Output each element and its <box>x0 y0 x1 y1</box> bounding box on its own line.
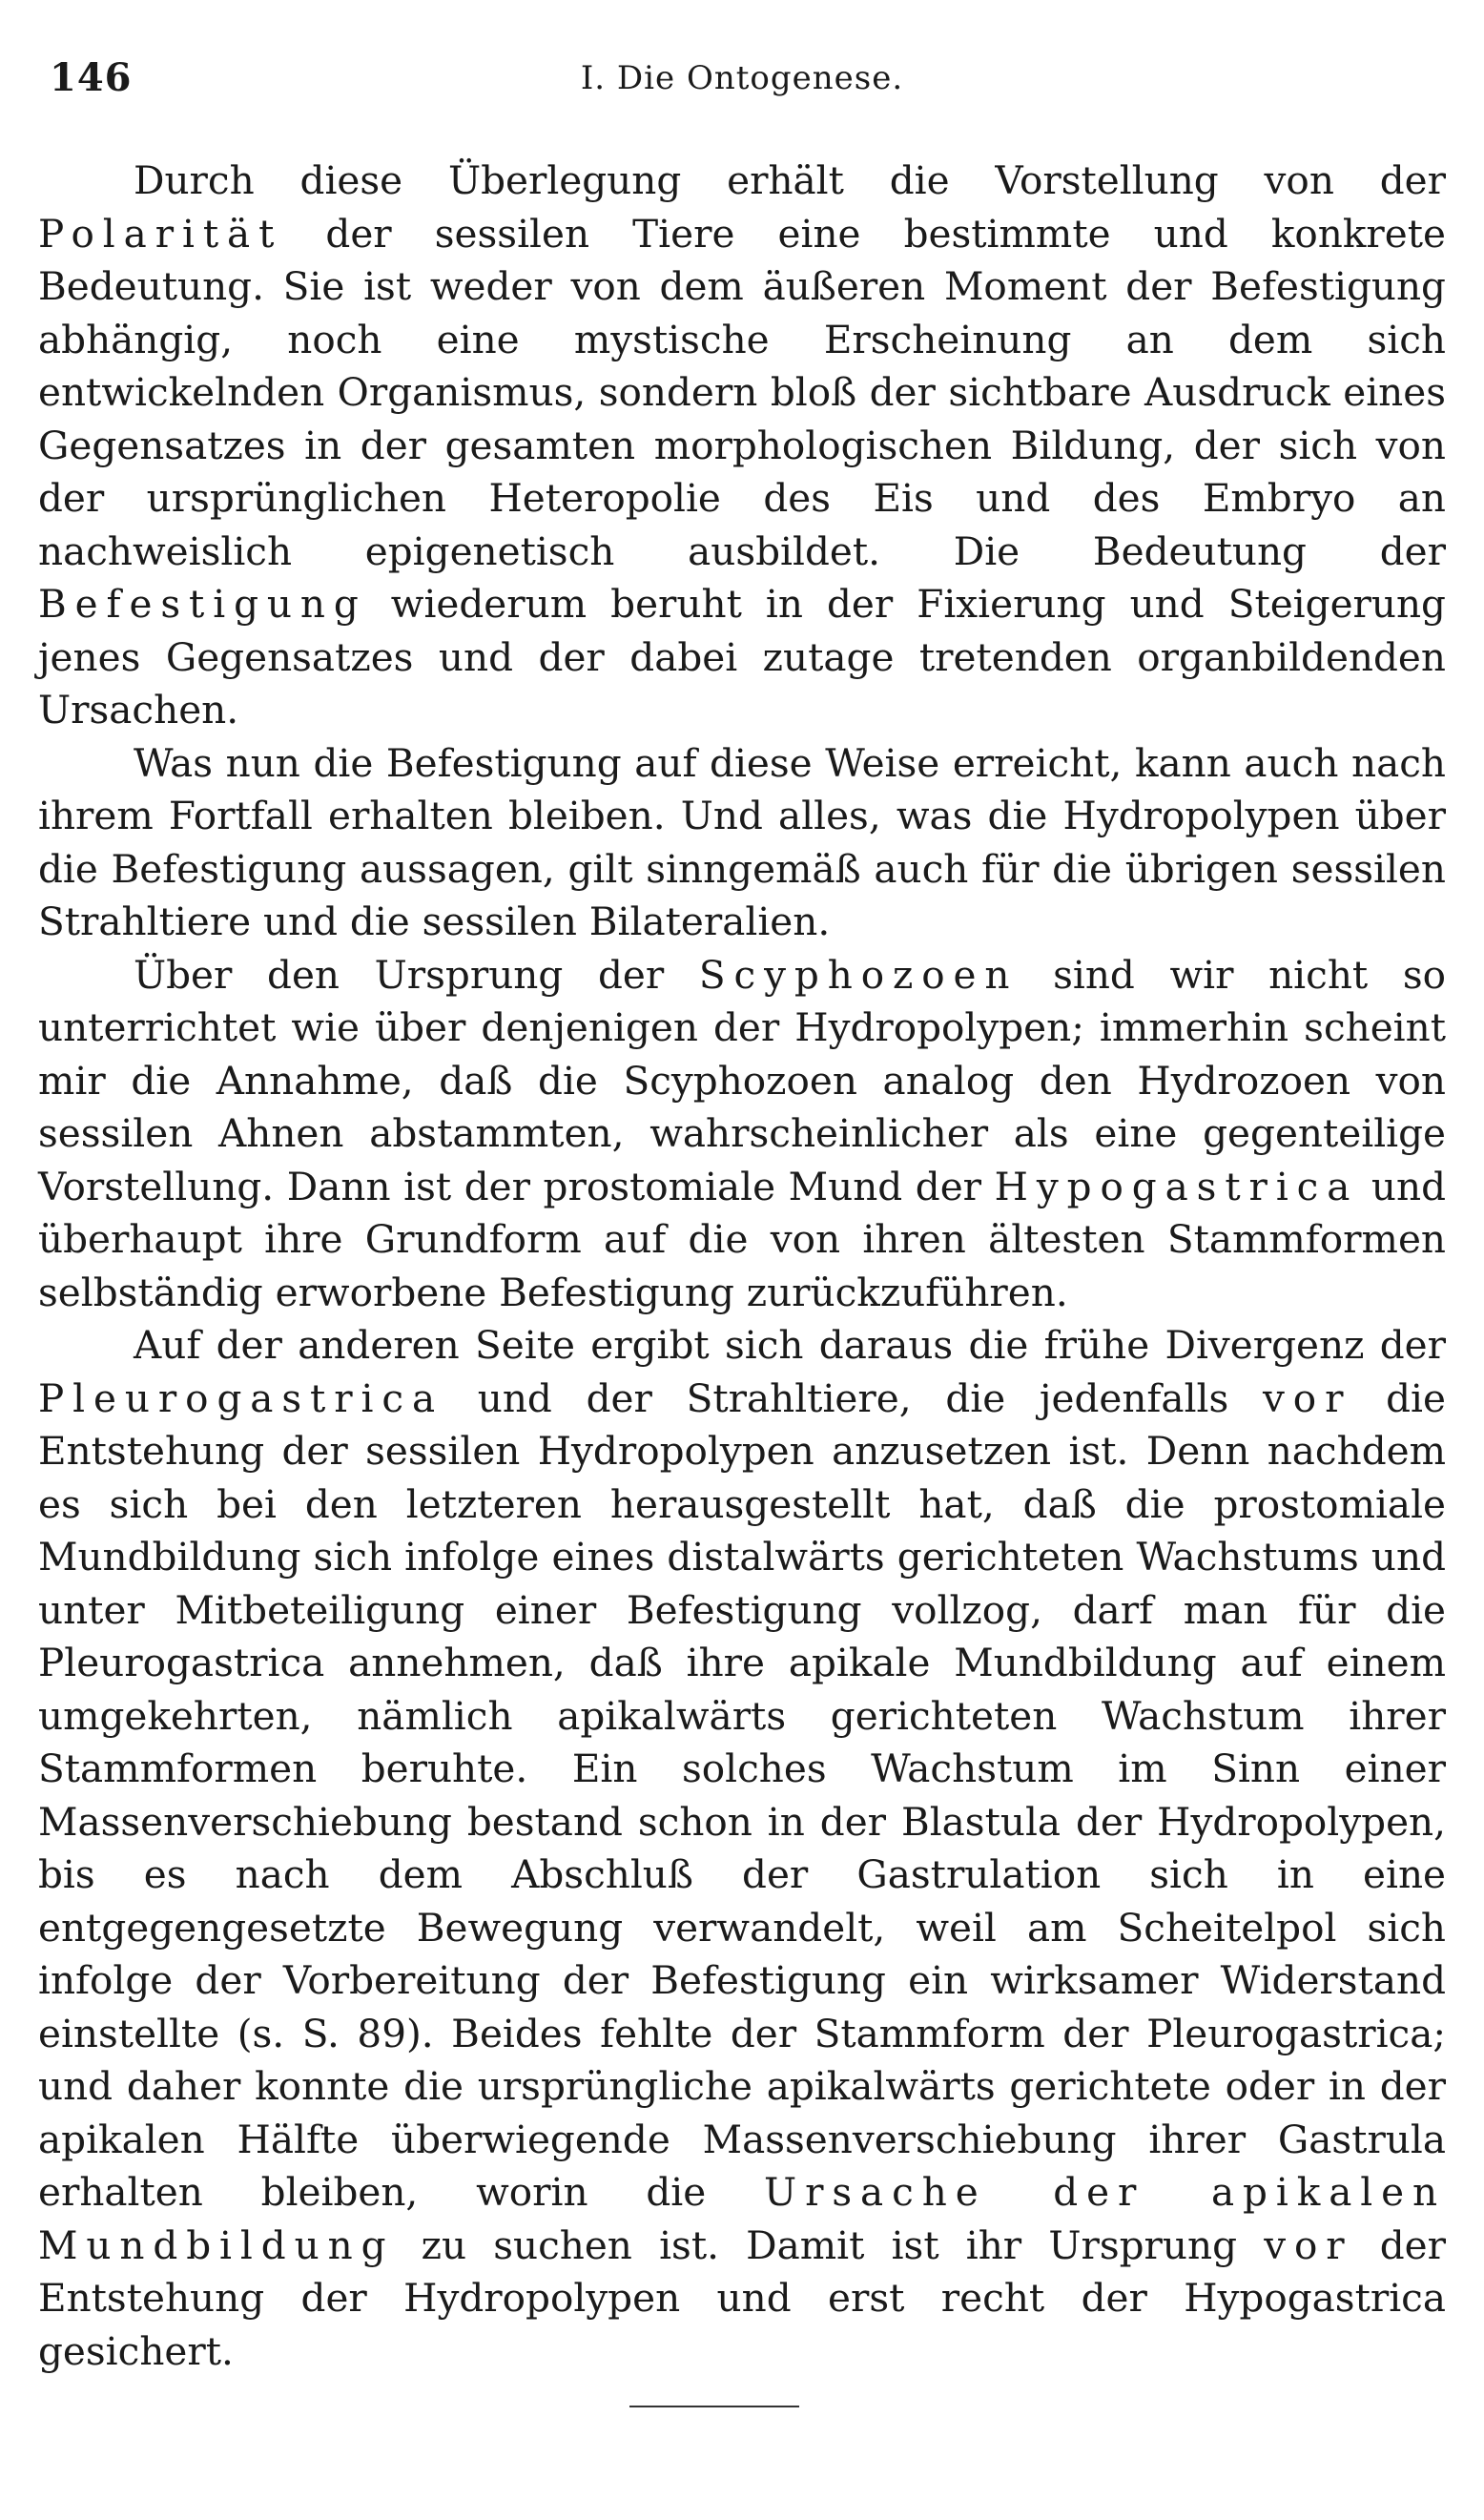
paragraph <box>38 1319 1446 2378</box>
emphasis-spaced: Befestigung <box>38 581 367 627</box>
body-text <box>38 155 1446 2378</box>
emphasis-spaced: Scyphozoen <box>698 951 1019 998</box>
emphasis-spaced: Polarität <box>38 210 283 257</box>
text-run: zu suchen ist. Damit ist ihr Ursprung <box>394 2221 1265 2268</box>
text-run: der sessilen Tiere eine bestimmte und konkrete Bedeutung. Sie ist weder von dem äußeren Moment der Befestigung abhängig, noch eine mystische Erscheinung an dem sich entwickelnden Organismus, sondern bloß der sichtbare Ausdruck eines Gegensatzes in der gesamten morphologischen Bildung, der sich von der ursprünglichen Heteropolie des Eis und des Embryo an nachweislich epigenetisch ausbildet. Die Bedeutung der <box>38 210 1446 574</box>
emphasis-spaced: vor <box>1264 2221 1353 2268</box>
text-run: wiederum beruht in der Fixierung und Steigerung jenes Gegensatzes und der dabei zutage tretenden organbildenden Ursachen. <box>38 581 1446 733</box>
text-run: sind wir nicht so unterrichtet wie über denjenigen der Hydropolypen; immerhin scheint mir die Annahme, daß die Scyphozoen analog den Hydrozoen von sessilen Ahnen abstammten, wahrscheinlicher als eine gegenteilige Vorstellung. Dann ist der prostomiale Mund der <box>38 951 1446 1209</box>
page-header <box>38 55 1446 113</box>
text-run: Über den Ursprung der <box>134 951 699 998</box>
emphasis-spaced: Pleurogastrica <box>38 1374 444 1421</box>
text-run: der Entstehung der Hydropolypen und erst recht der Hypogastrica gesichert. <box>38 2221 1446 2374</box>
emphasis-spaced: vor <box>1263 1374 1352 1421</box>
emphasis-spaced: Ursache der apikalen Mundbildung <box>38 2169 1446 2268</box>
emphasis-spaced: Hypogastrica <box>994 1163 1359 1209</box>
paragraph <box>38 949 1446 1320</box>
text-run: die Entstehung der sessilen Hydropolypen anzusetzen ist. Denn nachdem es sich bei den letzteren herausgestellt hat, daß die prostomiale Mundbildung sich infolge eines distalwärts gerichteten Wachstums und unter Mitbeteiligung einer Befestigung vollzog, darf man für die Pleurogastrica annehmen, daß ihre apikale Mundbildung auf einem umgekehrten, nämlich apikalwärts gerichteten Wachstum ihrer Stammformen beruhte. Ein solches Wachstum im Sinn einer Massenverschiebung bestand schon in der Blastula der Hydropolypen, bis es nach dem Abschluß der Gastrulation sich in eine entgegengesetzte Bewegung verwandelt, weil am Scheitelpol sich infolge der Vorbereitung der Befestigung ein wirksamer Widerstand einstellte (s. S. 89). Beides fehlte der Stammform der Pleurogastrica; und daher konnte die ursprüngliche apikalwärts gerichtete oder in der apikalen Hälfte überwiegende Massenverschiebung ihrer Gastrula erhalten bleiben, worin die <box>38 1374 1446 2215</box>
paragraph <box>38 737 1446 949</box>
text-run: und überhaupt ihre Grundform auf die von ihren ältesten Stammformen selbständig erworbene Befestigung zurückzuführen. <box>38 1163 1446 1315</box>
page-number: 146 <box>50 55 133 100</box>
text-run: Durch diese Überlegung erhält die Vorstellung von der <box>134 157 1446 203</box>
book-page <box>38 0 1446 2520</box>
end-rule <box>629 2406 799 2407</box>
running-head: I. Die Ontogenese. <box>580 59 904 97</box>
text-run: Auf der anderen Seite ergibt sich daraus die frühe Divergenz der <box>134 1322 1446 1368</box>
text-run: und der Strahltiere, die jedenfalls <box>443 1374 1264 1421</box>
paragraph <box>38 155 1446 737</box>
text-run: Was nun die Befestigung auf diese Weise erreicht, kann auch nach ihrem Fortfall erhalten bleiben. Und alles, was die Hydropolypen über die Befestigung aussagen, gilt sinngemäß auch für die übrigen sessilen Strahltiere und die sessilen Bilateralien. <box>38 739 1446 944</box>
